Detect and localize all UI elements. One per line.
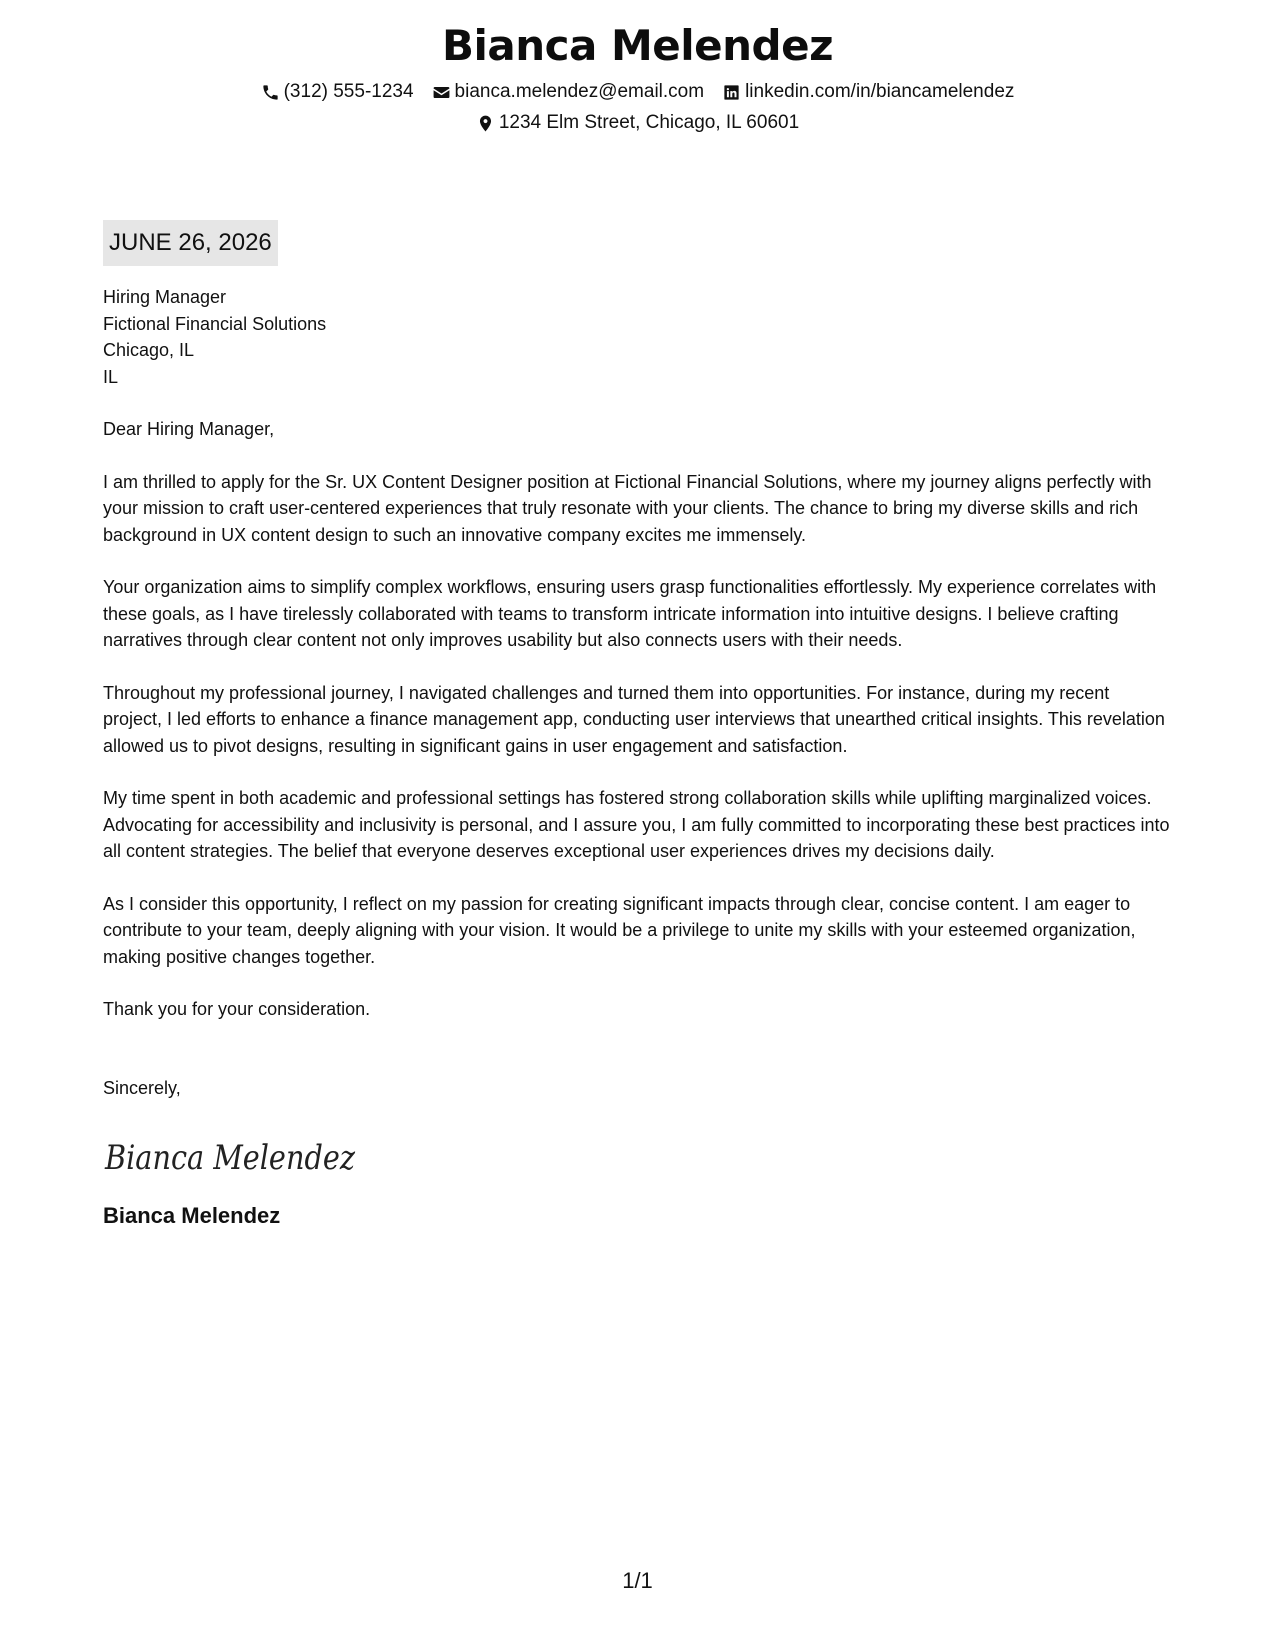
- recipient-block: [103, 284, 1173, 390]
- contact-linkedin[interactable]: [722, 78, 1014, 106]
- address-text: 1234 Elm Street, Chicago, IL 60601: [498, 112, 800, 133]
- letter-body: [103, 220, 1173, 1231]
- contact-row: [0, 78, 1275, 106]
- address-row: [0, 109, 1275, 137]
- letter-header: [0, 20, 1275, 137]
- applicant-name: Bianca Melendez: [441, 21, 834, 70]
- phone-text: (312) 555-1234: [283, 81, 414, 102]
- phone-icon: [261, 83, 280, 102]
- svg-text:Bianca Melendez: Bianca Melendez: [104, 1138, 356, 1178]
- letter-date: JUNE 26, 2026: [103, 220, 278, 266]
- body-paragraph: Throughout my professional journey, I navigated challenges and turned them into opportunities. For instance, during my recent project, I led efforts to enhance a finance management app, conducting user interviews that unearthed critical insights. This revelation allowed us to pivot designs, resulting in significant gains in user engagement and satisfaction.: [103, 682, 1165, 756]
- linkedin-link[interactable]: linkedin.com/in/biancamelendez: [745, 81, 1015, 102]
- salutation: Dear Hiring Manager,: [103, 419, 275, 439]
- signoff: Sincerely,: [103, 1077, 181, 1098]
- page-number: 1/1: [622, 1568, 653, 1593]
- body-paragraph: I am thrilled to apply for the Sr. UX Content Designer position at Fictional Financial Solutions, where my journey aligns perfectly with your mission to craft user-centered experiences that truly resonate with your clients. The chance to bring my diverse skills and rich background in UX content design to such an innovative company excites me immensely.: [103, 471, 1152, 545]
- closing-line: Thank you for your consideration.: [103, 999, 371, 1019]
- recipient-line: Chicago, IL: [103, 340, 195, 360]
- handwritten-signature: [103, 1131, 1173, 1181]
- contact-email[interactable]: [432, 78, 705, 106]
- signature-image: [103, 1131, 363, 1181]
- contact-phone: [261, 78, 414, 106]
- linkedin-icon: [722, 83, 741, 102]
- body-paragraph: Your organization aims to simplify complex workflows, ensuring users grasp functionalities effortlessly. My experience correlates with these goals, as I have tirelessly collaborated with teams to transform intricate information into intuitive designs. I believe crafting narratives through clear content not only improves usability but also connects users with their needs.: [103, 577, 1157, 650]
- body-paragraph: My time spent in both academic and professional settings has fostered strong collaboration skills while uplifting marginalized voices. Advocating for accessibility and inclusivity is personal, and I assure you, I am fully committed to incorporating these best practices into all content strategies. The belief that everyone deserves exceptional user experiences drives my decisions daily.: [103, 788, 1170, 861]
- contact-address: [476, 109, 799, 137]
- recipient-line: Fictional Financial Solutions: [103, 313, 327, 334]
- recipient-line: Hiring Manager: [103, 287, 227, 307]
- envelope-icon: [432, 83, 451, 102]
- recipient-line: IL: [103, 366, 119, 387]
- email-link[interactable]: bianca.melendez@email.com: [454, 81, 705, 102]
- map-marker-icon: [476, 114, 495, 133]
- body-paragraph: As I consider this opportunity, I reflect on my passion for creating significant impacts through clear, concise content. I am eager to contribute to your team, deeply aligning with your vision. It would be a privilege to unite my skills with your esteemed organization, making positive changes together.: [103, 893, 1136, 967]
- signed-name: Bianca Melendez: [103, 1203, 281, 1228]
